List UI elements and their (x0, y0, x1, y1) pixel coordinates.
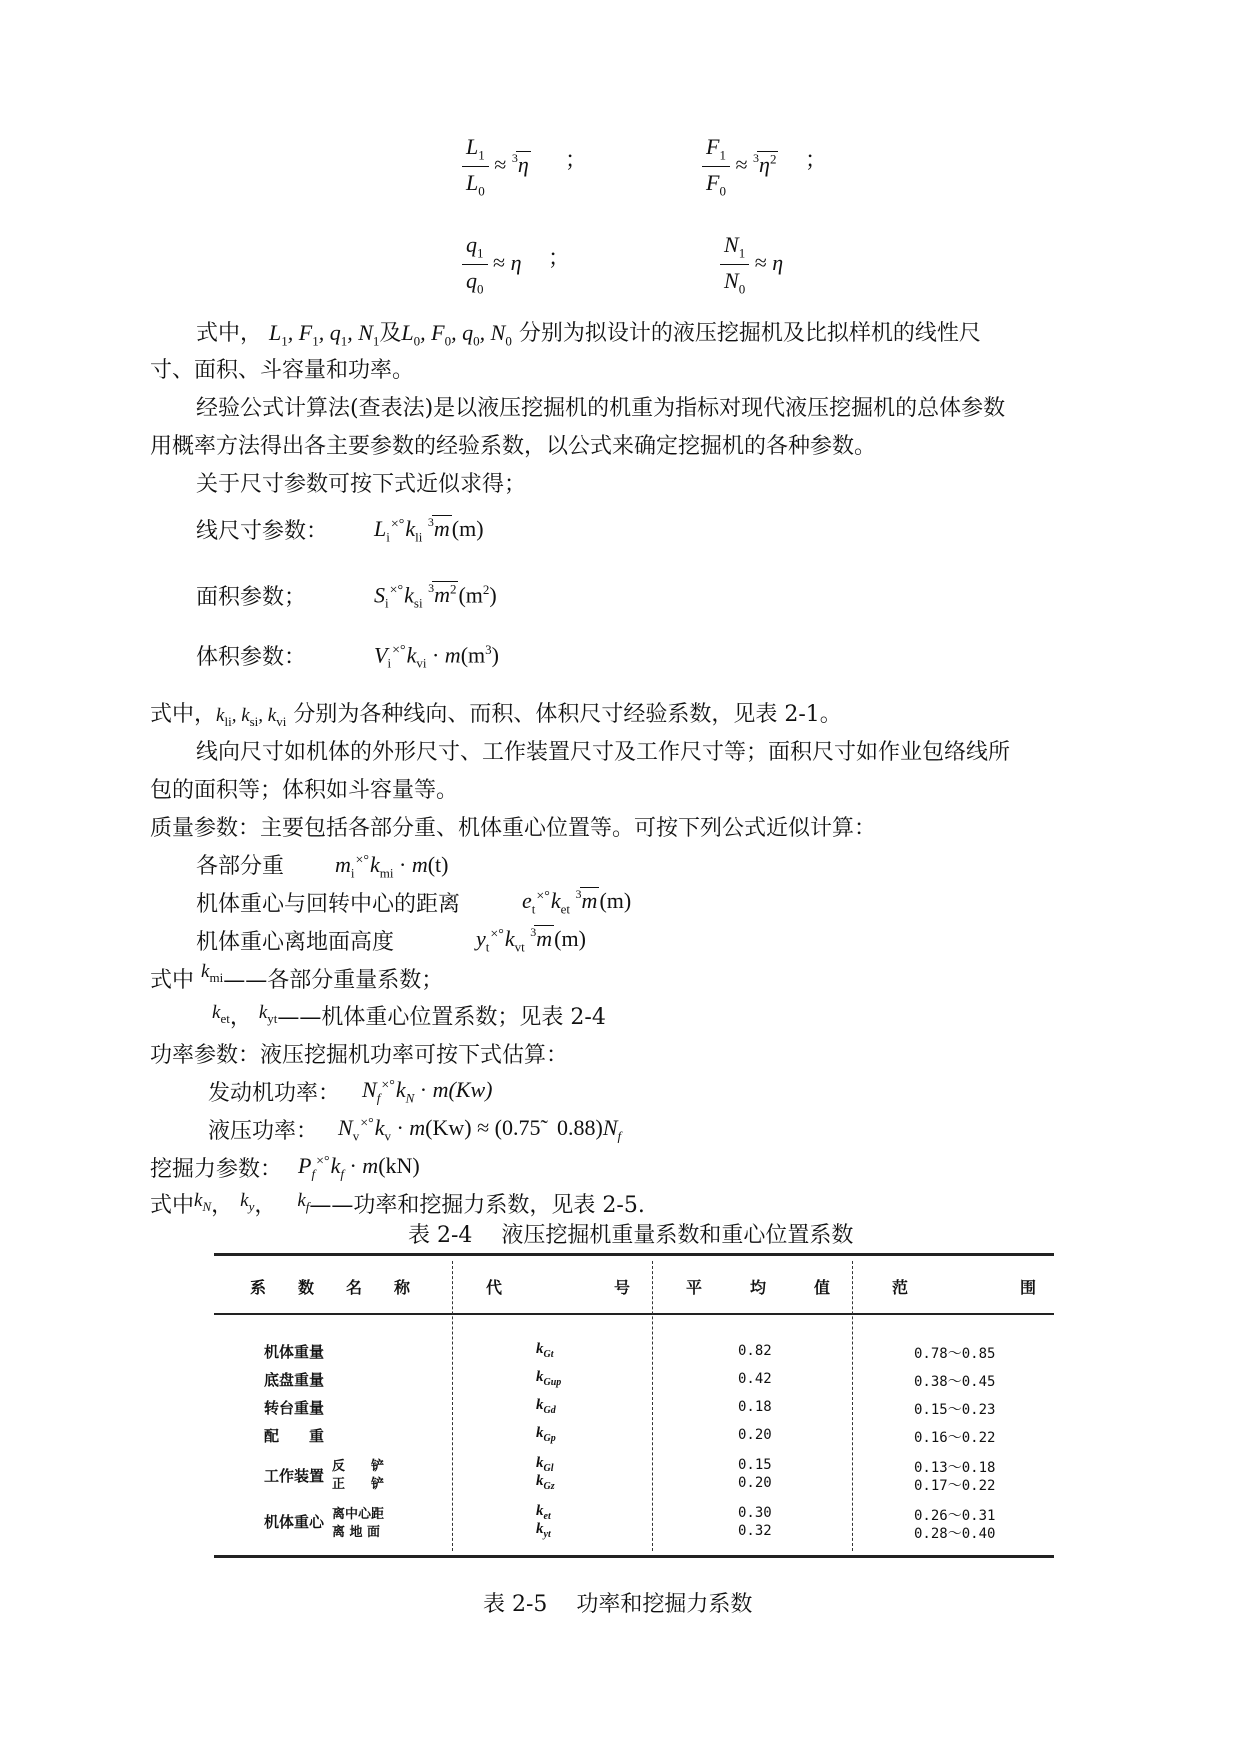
formula-area-ratio: $\frac{F_1}{F_0}$ ≈ $^3\eta^2$ (702, 134, 778, 200)
formula-bucket-ratio: $\frac{q_1}{q_0}$ ≈ η (462, 232, 522, 298)
power-note-sep2: ， (254, 1193, 277, 1218)
mass-note1: 式中 $k_{mi}——$各部分重量系数； (150, 961, 444, 993)
mass-note1-tail: ——各部分重量系数； (223, 968, 444, 993)
area-unit: (m (458, 582, 483, 608)
formula-length-ratio: $\frac{L_1}{L_0}$ ≈ $^3$η (462, 134, 531, 200)
paragraph-method-line2: 用概率方法得出各主要参数的经验系数，以公式来确定挖掘机的各种参数。 (150, 434, 877, 459)
table-row-subname: 离中心距 (332, 1507, 385, 1522)
table-row-code: $k_{Gd}$ (536, 1397, 556, 1416)
formula-power-ratio: $\frac{N_1}{N_0}$ ≈ η (720, 232, 783, 298)
table-row-code: $k_{et}$ (536, 1503, 551, 1522)
power-note-tail: ——功率和挖掘力系数，见表 2-5. (309, 1193, 645, 1218)
table-row-code: $k_{Gup}$ (536, 1369, 562, 1388)
table-row-avg: 0.30 (738, 1505, 772, 1521)
dig-force-formula: $P_f^{\times^\circ}k_f \cdot m(kN)$ (298, 1153, 420, 1182)
paragraph-method-line1: 经验公式计算法(查表法)是以液压挖掘机的机重为指标对现代液压挖掘机的总体参数 (196, 396, 1006, 421)
table-row-subname: 正 铲 (332, 1477, 385, 1492)
table-row-code: $k_{Gl}$ (536, 1455, 554, 1474)
para4-symbols: $k_{li}$, $k_{si}$, $k_{vi}$ (216, 705, 287, 729)
mass-ecc-unit: (m) (599, 888, 632, 913)
table-row-name: 机体重心 (264, 1513, 325, 1531)
paragraph-symbols (196, 318, 981, 356)
para1-mid: 及 (379, 321, 402, 346)
power-note-lead: 式中 (150, 1193, 195, 1218)
table-row-code: $k_{Gp}$ (536, 1425, 556, 1444)
mass-note2-tail: ——机体重心位置系数；见表 2-4 (277, 1005, 606, 1030)
para1-tail: 分别为拟设计的液压挖掘机及比拟样机的线性尺 (518, 321, 981, 346)
mass-note2-sep: ， (229, 1005, 252, 1030)
para1-symbols-b: $L_0$, $F_0$, $q_0$, $N_0$ (401, 320, 512, 349)
table-row-range: 0.15～0.23 (914, 1402, 996, 1418)
engine-unit: (Kw) (448, 1077, 493, 1102)
linear-param-formula: $L_i^{\times^\circ}k_{li}$ $^3$m(m) (374, 515, 484, 545)
hyd-unit: (Kw) ≈ (0.75 (425, 1115, 541, 1140)
area-param-formula: $S_i^{\times^\circ}k_{si}$ $^3m^2(m^2)$ (374, 581, 497, 611)
mass-ecc-label: 机体重心与回转中心的距离 (196, 892, 461, 917)
mass-height-label: 机体重心离地面高度 (196, 930, 395, 955)
table-header-name: 系 数 名 称 (250, 1278, 411, 1297)
power-note-sep1: ， (211, 1193, 234, 1218)
volume-param-label: 体积参数： (196, 645, 307, 670)
table-header-avg: 平 均 值 (686, 1278, 831, 1297)
mass-ecc-formula: $e_t^{\times^\circ}k_{et}$ $^3$m(m) (522, 887, 632, 917)
table-row-range: 0.28～0.40 (914, 1526, 996, 1542)
table-row-avg: 0.18 (738, 1399, 772, 1415)
volume-param-formula: $V_i^{\times^\circ}k_{vi} \cdot m(m^3)$ (374, 642, 499, 671)
table-row-range: 0.13～0.18 (914, 1460, 996, 1476)
paragraph-dimension-examples-line1: 线向尺寸如机体的外形尺寸、工作装置尺寸及工作尺寸等；面积尺寸如作业包络线所 (196, 740, 1011, 765)
mass-heading: 质量参数：主要包括各部分重、机体重心位置等。可按下列公式近似计算： (150, 816, 877, 841)
linear-param-label: 线尺寸参数： (196, 519, 329, 544)
table-row-avg: 0.20 (738, 1475, 772, 1491)
table-row-avg: 0.15 (738, 1457, 772, 1473)
para4-tail: 分别为各种线向、而积、体积尺寸经验系数，见表 2-1。 (293, 702, 842, 727)
table-row-name: 机体重量 (264, 1343, 325, 1361)
table-row-avg: 0.20 (738, 1427, 772, 1443)
table-col-divider-1 (452, 1261, 453, 1551)
table-top-rule (214, 1253, 1054, 1256)
table-row-name: 转台重量 (264, 1399, 325, 1417)
engine-power-formula: $N_f^{\times^\circ}k_N \cdot m(Kw)$ (362, 1077, 493, 1106)
table-row-code: $k_{Gt}$ (536, 1341, 554, 1360)
hyd-range-end: 0.88) (557, 1115, 603, 1140)
mass-part-unit: (t) (427, 852, 449, 877)
dig-unit: (kN) (378, 1153, 420, 1178)
power-heading: 功率参数：液压挖掘机功率可按下式估算： (150, 1043, 569, 1068)
table-row-subname: 离 地 面 (332, 1525, 381, 1540)
paragraph-coefficients (150, 700, 842, 737)
power-note: 式中$k_N$， $k_y$， $k_f——$功率和挖掘力系数，见表 2-5. (150, 1190, 645, 1218)
formula-sep-2: ； (805, 148, 828, 173)
paragraph-dimension-intro: 关于尺寸参数可按下式近似求得； (196, 472, 527, 497)
mass-height-formula: $y_t^{\times^\circ}k_{vt}$ $^3$m(m) (476, 925, 586, 955)
volume-unit: (m (460, 642, 486, 668)
engine-power-label: 发动机功率： (208, 1081, 341, 1106)
table-header-range: 范 围 (892, 1278, 1037, 1297)
table-row-range: 0.26～0.31 (914, 1508, 996, 1524)
table-row-subname: 反 铲 (332, 1459, 385, 1474)
table-row-range: 0.78～0.85 (914, 1346, 996, 1362)
table-row-name: 配 重 (264, 1427, 325, 1445)
para1-lead: 式中， (196, 321, 263, 346)
table-row-avg: 0.42 (738, 1371, 772, 1387)
para1-symbols-a: $L_1$, $F_1$, $q_1$, $N_1$ (269, 320, 380, 349)
table-row-avg: 0.32 (738, 1523, 772, 1539)
linear-unit: (m) (451, 516, 484, 541)
mass-part-label: 各部分重 (196, 854, 285, 879)
mass-note2: $k_{et}$， $k_{yt}——$机体重心位置系数；见表 2-4 (212, 1002, 606, 1030)
formula-sep-3: ； (548, 246, 571, 271)
table-row-range: 0.38～0.45 (914, 1374, 996, 1390)
mass-part-formula: $m_i^{\times^\circ}k_{mi} \cdot m(t)$ (335, 852, 449, 881)
table-row-range: 0.16～0.22 (914, 1430, 996, 1446)
mass-height-unit: (m) (554, 926, 586, 951)
paragraph-symbols-line2: 寸、面积、斗容量和功率。 (150, 358, 415, 383)
table-2-5-caption: 表 2-5 功率和挖掘力系数 (483, 1592, 753, 1617)
table-col-divider-2 (652, 1261, 653, 1551)
table-header-rule (214, 1313, 1054, 1315)
table-row-name: 底盘重量 (264, 1371, 325, 1389)
table-row-range: 0.17～0.22 (914, 1478, 996, 1494)
table-row-code: $k_{yt}$ (536, 1521, 551, 1540)
table-row-code: $k_{Gz}$ (536, 1473, 555, 1492)
dig-force-label: 挖掘力参数： (150, 1157, 283, 1182)
paragraph-dimension-examples-line2: 包的面积等；体积如斗容量等。 (150, 778, 459, 803)
mass-note1-lead: 式中 (150, 968, 195, 993)
area-param-label: 面积参数； (196, 585, 307, 610)
table-2-4-caption: 表 2-4 液压挖掘机重量系数和重心位置系数 (408, 1223, 854, 1248)
table-row-name: 工作装置 (264, 1467, 325, 1485)
table-header-code: 代 号 (486, 1278, 631, 1297)
table-row-avg: 0.82 (738, 1343, 772, 1359)
hydraulic-power-label: 液压功率： (208, 1119, 319, 1144)
formula-sep-1: ； (565, 148, 588, 173)
table-col-divider-3 (852, 1261, 853, 1551)
para4-lead: 式中， (150, 702, 217, 727)
hydraulic-power-formula: $N_v^{\times^\circ}k_v \cdot m(Kw)$ ≈ (0.75̃ $0.88)N_f$ (338, 1115, 622, 1144)
table-bottom-rule (214, 1555, 1054, 1558)
